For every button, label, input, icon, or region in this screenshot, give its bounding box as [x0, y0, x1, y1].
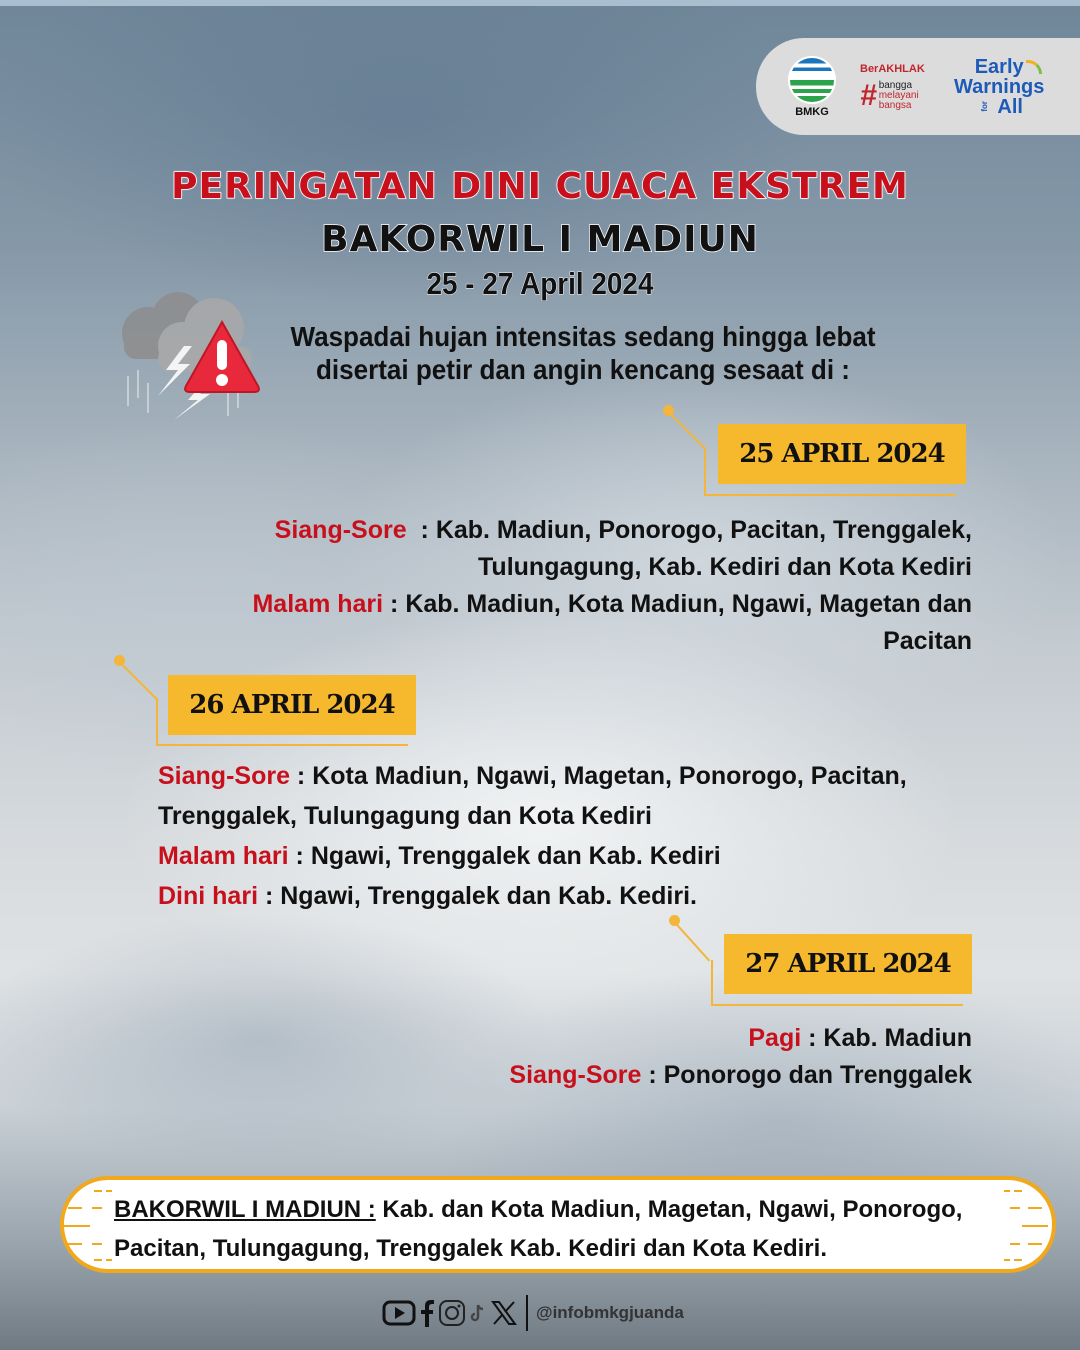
day-26-schedule [158, 756, 958, 916]
bmkg-logo [786, 56, 838, 118]
schedule-entry [160, 586, 972, 623]
decor-dash [1022, 1225, 1048, 1227]
decor-dash [92, 1207, 102, 1209]
decor-dash [1004, 1190, 1010, 1192]
schedule-entry [158, 876, 958, 916]
separator: : [801, 1024, 824, 1052]
coverage-box [60, 1176, 1056, 1273]
region-title: BAKORWIL I MADIUN [321, 219, 759, 260]
hashtag-icon: # [860, 78, 877, 112]
intro-line-2: disertai petir dan angin kencang sesaat di : [316, 354, 850, 385]
day-25-schedule [160, 512, 972, 660]
locations: Ngawi, Trenggalek dan Kab. Kediri [310, 842, 721, 870]
time-label: Pagi [748, 1024, 802, 1052]
decor-dash [94, 1190, 102, 1192]
berakhlak-logo [860, 63, 932, 111]
connector-line [711, 960, 713, 1006]
date-badge-25-april: 25 APRIL 2024 [718, 424, 966, 484]
ewfa-line2: Warnings [954, 75, 1045, 98]
decor-dash [106, 1190, 112, 1192]
bmkg-globe-icon [788, 56, 836, 104]
coverage-line-2: Pacitan, Tulungagung, Trenggalek Kab. Kediri dan Kota Kediri. [114, 1235, 827, 1262]
ewfa-for: for [980, 101, 990, 112]
connector-line [156, 744, 408, 746]
social-footer [382, 1295, 684, 1331]
date-range: 25 - 27 April 2024 [426, 266, 654, 301]
ewfa-line3: All [997, 95, 1023, 118]
decor-dash [68, 1207, 82, 1209]
x-icon[interactable] [490, 1299, 518, 1327]
locations: Ponorogo dan Trenggalek [663, 1061, 972, 1089]
locations: Kab. Madiun [823, 1024, 972, 1052]
schedule-entry [160, 512, 972, 549]
decor-dash [1028, 1207, 1042, 1209]
bmkg-label: BMKG [795, 105, 829, 118]
bangga-melayani-logo [860, 78, 919, 112]
date-badge-27-april: 27 APRIL 2024 [724, 934, 972, 994]
connector-line [118, 660, 158, 700]
schedule-entry [400, 1057, 972, 1094]
decor-dash [64, 1225, 90, 1227]
connector-line [667, 410, 707, 450]
signal-wave-icon [1026, 60, 1042, 74]
bangga-word-2: melayani [878, 89, 919, 101]
decor-dash [68, 1243, 82, 1245]
time-label: Siang-Sore [509, 1061, 642, 1089]
coverage-label: BAKORWIL I MADIUN : [114, 1196, 376, 1223]
decor-dash [1028, 1243, 1042, 1245]
bangga-word-1: bangga [878, 79, 913, 91]
ewfa-line1: Early [974, 55, 1024, 78]
social-handle[interactable]: @infobmkgjuanda [536, 1303, 684, 1322]
berakhlak-label: BerAKHLAK [860, 62, 925, 75]
bangga-word-3: bangsa [878, 99, 912, 111]
connector-line [704, 448, 706, 496]
decor-dash [106, 1259, 112, 1261]
locations-continued: Pacitan [883, 627, 972, 655]
partner-logos [756, 38, 1080, 135]
decor-dash [1010, 1243, 1020, 1245]
instagram-icon[interactable] [438, 1299, 466, 1327]
separator: : [289, 762, 313, 790]
intro-line-1: Waspadai hujan intensitas sedang hingga lebat [290, 321, 876, 352]
separator: : [258, 882, 281, 910]
decor-dash [92, 1243, 102, 1245]
separator: : [641, 1061, 664, 1089]
tiktok-icon[interactable] [470, 1303, 486, 1323]
time-label: Malam hari [252, 590, 384, 618]
decor-dash [1010, 1207, 1020, 1209]
date-badge-26-april: 26 APRIL 2024 [168, 675, 416, 735]
schedule-entry [400, 1020, 972, 1057]
decor-dash [1014, 1259, 1022, 1261]
schedule-entry [158, 756, 958, 796]
locations: Kab. Madiun, Ponorogo, Pacitan, Trenggalek, [435, 516, 972, 544]
top-strip [0, 0, 1080, 6]
decor-dash [1014, 1190, 1022, 1192]
decor-dash [94, 1259, 102, 1261]
separator: : [383, 590, 406, 618]
separator: : [288, 842, 311, 870]
facebook-icon[interactable] [420, 1299, 434, 1327]
connector-line [704, 494, 956, 496]
divider [526, 1295, 528, 1331]
time-label: Malam hari [158, 842, 289, 870]
connector-line [711, 1004, 963, 1006]
youtube-icon[interactable] [382, 1300, 416, 1326]
schedule-entry [158, 836, 958, 876]
locations-continued: Tulungagung, Kab. Kediri dan Kota Kediri [478, 553, 972, 581]
locations: Kota Madiun, Ngawi, Magetan, Ponorogo, Pacitan, [312, 762, 907, 790]
page-title: PERINGATAN DINI CUACA EKSTREM [171, 166, 909, 207]
locations-continued: Trenggalek, Tulungagung dan Kota Kediri [158, 802, 653, 830]
warning-intro [281, 320, 886, 386]
decor-dash [1004, 1259, 1010, 1261]
time-label: Siang-Sore [274, 516, 407, 544]
connector-line [156, 698, 158, 746]
day-27-schedule [400, 1020, 972, 1094]
coverage-line-1: Kab. dan Kota Madiun, Magetan, Ngawi, Ponorogo, [375, 1196, 963, 1223]
locations: Kab. Madiun, Kota Madiun, Ngawi, Magetan dan [405, 590, 972, 618]
storm-warning-icon [110, 288, 270, 423]
early-warnings-for-all-logo [954, 57, 1044, 117]
time-label: Siang-Sore [158, 762, 290, 790]
time-label: Dini hari [158, 882, 259, 910]
locations: Ngawi, Trenggalek dan Kab. Kediri. [280, 882, 697, 910]
separator: : [406, 516, 436, 544]
connector-line [673, 920, 711, 961]
